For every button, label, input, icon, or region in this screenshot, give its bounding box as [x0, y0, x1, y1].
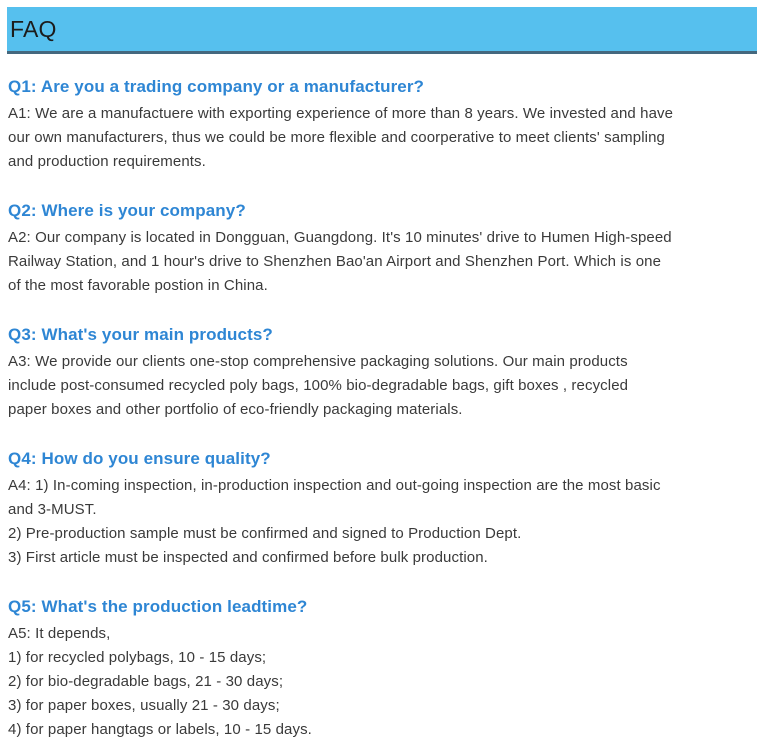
faq-answer-line: and 3-MUST. [8, 501, 97, 518]
faq-answer [8, 102, 757, 174]
faq-answer-line: A4: 1) In-coming inspection, in-production inspection and out-going inspection are the most basic [8, 477, 661, 494]
faq-answer [8, 226, 757, 298]
faq-answer-line: A3: We provide our clients one-stop comprehensive packaging solutions. Our main products [8, 353, 628, 370]
faq-content [0, 76, 765, 742]
faq-answer-line: our own manufacturers, thus we could be more flexible and coorperative to meet clients' sampling [8, 129, 665, 146]
faq-answer-line: 2) Pre-production sample must be confirmed and signed to Production Dept. [8, 525, 522, 542]
faq-answer-line: A2: Our company is located in Dongguan, Guangdong. It's 10 minutes' drive to Humen High-speed [8, 229, 672, 246]
faq-banner [7, 7, 757, 54]
faq-answer-line: 4) for paper hangtags or labels, 10 - 15 days. [8, 721, 312, 738]
faq-answer-line: A1: We are a manufactuere with exporting experience of more than 8 years. We invested and have [8, 105, 674, 122]
faq-question: Q1: Are you a trading company or a manufacturer? [8, 77, 425, 96]
faq-answer [8, 622, 757, 742]
faq-section [8, 200, 757, 298]
faq-answer-line: A5: It depends, [8, 625, 111, 642]
faq-question: Q2: Where is your company? [8, 201, 246, 220]
faq-banner-title: FAQ [10, 15, 57, 42]
faq-section [8, 448, 757, 570]
faq-answer-line: 3) for paper boxes, usually 21 - 30 days; [8, 697, 280, 714]
faq-answer-line: 2) for bio-degradable bags, 21 - 30 days; [8, 673, 284, 690]
faq-answer [8, 474, 757, 570]
faq-answer-line: include post-consumed recycled poly bags, 100% bio-degradable bags, gift boxes , recycled [8, 377, 629, 394]
faq-answer-line: paper boxes and other portfolio of eco-friendly packaging materials. [8, 401, 463, 418]
faq-answer-line: Railway Station, and 1 hour's drive to Shenzhen Bao'an Airport and Shenzhen Port. Which is one [8, 253, 662, 270]
faq-answer [8, 350, 757, 422]
faq-answer-line: 1) for recycled polybags, 10 - 15 days; [8, 649, 267, 666]
faq-section [8, 596, 757, 742]
faq-answer-line: of the most favorable postion in China. [8, 277, 268, 294]
faq-answer-line: and production requirements. [8, 153, 206, 170]
faq-answer-line: 3) First article must be inspected and confirmed before bulk production. [8, 549, 488, 566]
faq-question: Q4: How do you ensure quality? [8, 449, 271, 468]
faq-section [8, 76, 757, 174]
faq-section [8, 324, 757, 422]
faq-question: Q3: What's your main products? [8, 325, 273, 344]
faq-question: Q5: What's the production leadtime? [8, 597, 308, 616]
